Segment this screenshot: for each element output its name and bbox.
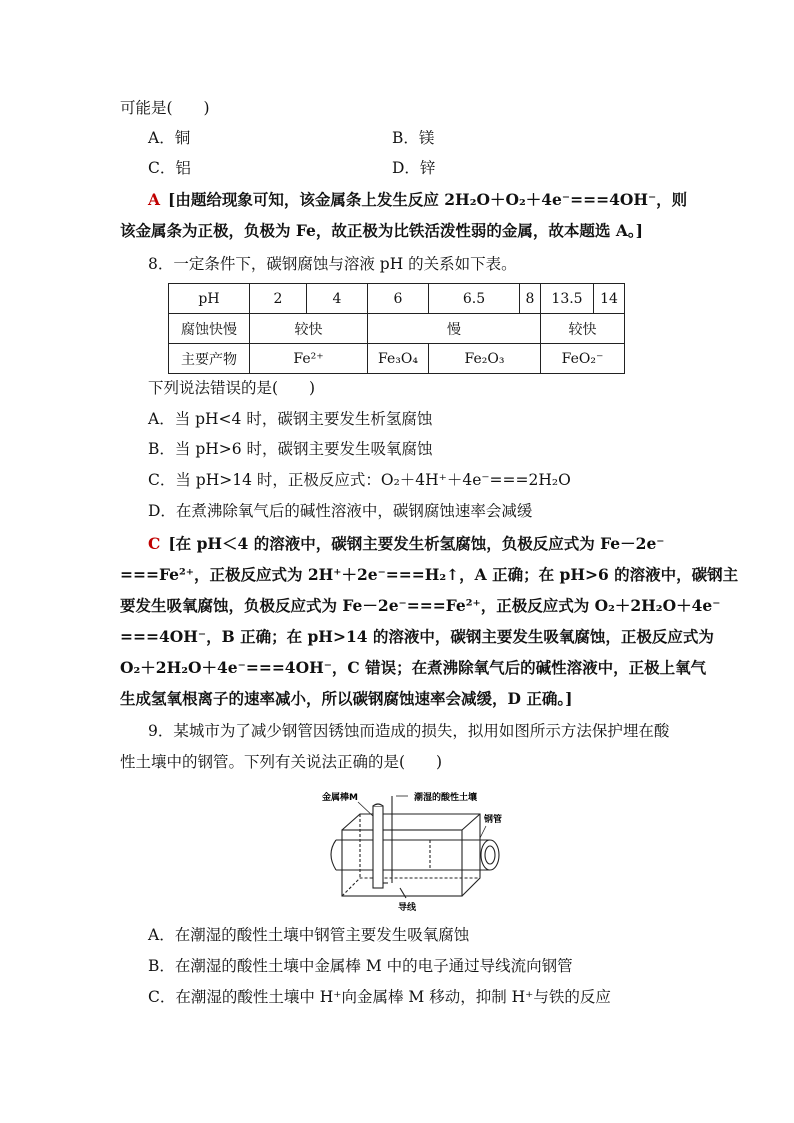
q9-stem-line2: 性土壤中的钢管。下列有关说法正确的是( ) bbox=[120, 753, 443, 771]
table-cell: 14 bbox=[594, 284, 625, 314]
table-cell: FeO₂⁻ bbox=[541, 344, 625, 374]
q8-explanation-line1 bbox=[148, 533, 664, 555]
table-cell: Fe₃O₄ bbox=[368, 344, 429, 374]
table-cell: 4 bbox=[307, 284, 368, 314]
q8-explanation-line3: 要发生吸氧腐蚀，负极反应式为 Fe－2e⁻===Fe²⁺，正极反应式为 O₂＋2H₂O＋4e⁻ bbox=[120, 596, 721, 615]
table-cell: 8 bbox=[520, 284, 541, 314]
table-cell: 13.5 bbox=[541, 284, 594, 314]
label-steel-pipe: 钢管 bbox=[484, 815, 503, 825]
table-row bbox=[169, 314, 625, 344]
table-cell: pH bbox=[169, 284, 250, 314]
label-acid-soil: 潮湿的酸性土壤 bbox=[414, 793, 478, 803]
steel-pipe bbox=[331, 840, 499, 870]
table-cell: 较快 bbox=[250, 314, 368, 344]
table-cell: 2 bbox=[250, 284, 307, 314]
q8-answer: C bbox=[148, 534, 161, 553]
q8-explanation-line4: ===4OH⁻，B 正确；在 pH>14 的溶液中，碳钢主要发生吸氧腐蚀，正极反应式为 bbox=[120, 627, 714, 646]
table-cell: 主要产物 bbox=[169, 344, 250, 374]
q8-option-d: D．在煮沸除氧气后的碱性溶液中，碳钢腐蚀速率会减缓 bbox=[148, 502, 533, 520]
table-cell: 较快 bbox=[541, 314, 625, 344]
q8-explanation-line6: 生成氢氧根离子的速率减小，所以碳钢腐蚀速率会减缓，D 正确。] bbox=[120, 689, 573, 708]
q8-option-c: C．当 pH>14 时，正极反应式：O₂＋4H⁺＋4e⁻===2H₂O bbox=[148, 471, 571, 489]
q9-option-a: A．在潮湿的酸性土壤中钢管主要发生吸氧腐蚀 bbox=[148, 926, 470, 944]
table-row bbox=[169, 284, 625, 314]
table-row bbox=[169, 344, 625, 374]
q7-option-d: D．锌 bbox=[392, 159, 436, 177]
q7-stem-end: 可能是( ) bbox=[120, 99, 210, 117]
metal-rod bbox=[373, 804, 383, 888]
q8-option-b: B．当 pH>6 时，碳钢主要发生吸氧腐蚀 bbox=[148, 440, 433, 458]
q7-option-c: C．铝 bbox=[148, 159, 191, 177]
label-metal-rod: 金属棒M bbox=[322, 793, 358, 803]
q7-explanation-line1 bbox=[148, 189, 687, 211]
table-cell: Fe₂O₃ bbox=[429, 344, 541, 374]
q9-stem-line1: 9．某城市为了减少钢管因锈蚀而造成的损失，拟用如图所示方法保护埋在酸 bbox=[148, 722, 670, 740]
q8-explanation-line5: O₂＋2H₂O＋4e⁻===4OH⁻，C 错误；在煮沸除氧气后的碱性溶液中，正极上氧气 bbox=[120, 658, 707, 677]
table-cell: 6.5 bbox=[429, 284, 520, 314]
q8-stem: 8．一定条件下，碳钢腐蚀与溶液 pH 的关系如下表。 bbox=[148, 255, 517, 273]
q7-explanation-line2: 该金属条为正极，负极为 Fe，故正极为比铁活泼性弱的金属，故本题选 A。] bbox=[120, 221, 643, 240]
wire bbox=[383, 796, 406, 898]
ph-corrosion-table bbox=[168, 283, 625, 374]
q8-question: 下列说法错误的是( ) bbox=[148, 379, 316, 397]
table-cell: 6 bbox=[368, 284, 429, 314]
q9-option-c: C．在潮湿的酸性土壤中 H⁺向金属棒 M 移动，抑制 H⁺与铁的反应 bbox=[148, 988, 611, 1006]
q8-explanation-line2: ===Fe²⁺，正极反应式为 2H⁺＋2e⁻===H₂↑，A 正确；在 pH>6 的溶液中，碳钢主 bbox=[120, 565, 739, 584]
q8-expl-1: [在 pH＜4 的溶液中，碳钢主要发生析氢腐蚀，负极反应式为 Fe－2e⁻ bbox=[168, 534, 665, 553]
q7-option-b: B．镁 bbox=[392, 129, 435, 147]
soil-box bbox=[342, 814, 480, 896]
q7-expl-1: [由题给现象可知，该金属条上发生反应 2H₂O＋O₂＋4e⁻===4OH⁻，则 bbox=[168, 190, 688, 209]
table-cell: 慢 bbox=[368, 314, 541, 344]
q9-option-b: B．在潮湿的酸性土壤中金属棒 M 中的电子通过导线流向钢管 bbox=[148, 957, 573, 975]
label-wire: 导线 bbox=[398, 903, 417, 913]
pipe-protection-figure bbox=[318, 786, 518, 916]
table-cell: Fe²⁺ bbox=[250, 344, 368, 374]
q7-answer: A bbox=[148, 190, 161, 209]
table-cell: 腐蚀快慢 bbox=[169, 314, 250, 344]
q7-option-a: A．铜 bbox=[148, 129, 191, 147]
q8-option-a: A．当 pH<4 时，碳钢主要发生析氢腐蚀 bbox=[148, 410, 433, 428]
